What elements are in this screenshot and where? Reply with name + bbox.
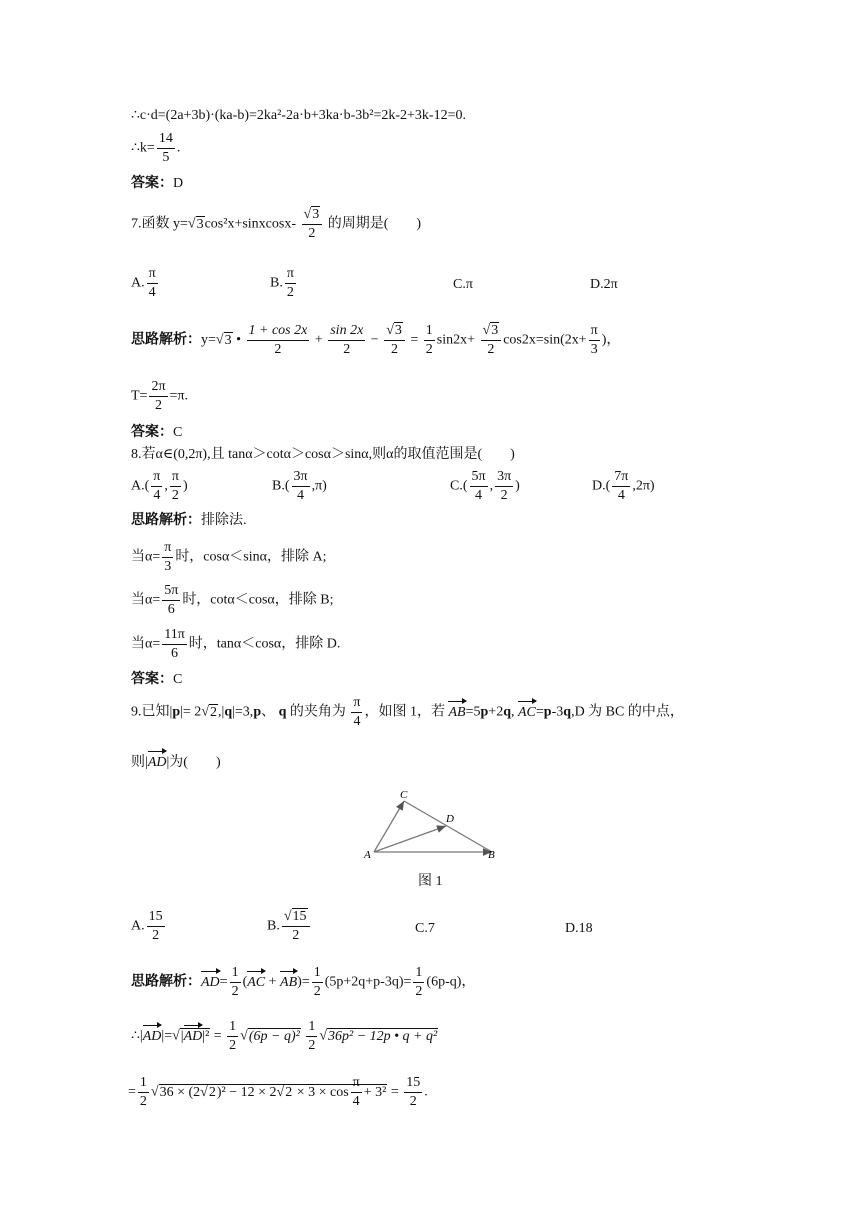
option-9a: A. $\frac{15}{2}$ xyxy=(131,909,163,943)
question-7: 7.函数 y=√3cos²x+sinxcosx- $\frac{√3}{2}$ 的周期是( ) xyxy=(131,207,422,241)
question-9: 9.已知|p|= 2√2,|q|=3,p、 q 的夹角为 $\frac{\pi}{4}$ ，如图 1，若 AB=5p+2q, AC=p-3q,D 为 BC 的中点， xyxy=(131,695,684,729)
analysis-9-line2: ∴|AD|=√|AD|² = $\frac{1}{2}$ √(6p − q)² $\frac{1}{2}$ √36p² − 12p • q + q² xyxy=(131,1019,438,1053)
option-9c: C.7 xyxy=(415,921,435,936)
analysis-9: 思路解析：AD= $\frac{1}{2}$ (AC + AB)= $\frac{1}{2}$ (5p+2q+p-3q)= $\frac{1}{2}$ (6p-q)， xyxy=(131,965,476,999)
option-7d: D.2π xyxy=(590,277,618,292)
answer-8: 答案：C xyxy=(131,672,183,687)
solution-line-cd: ∴c·d=(2a+3b)·(ka-b)=2ka²-2a·b+3ka·b-3b²=2k-2+3k-12=0. xyxy=(131,108,466,123)
answer-7: 答案：C xyxy=(131,425,183,440)
solution-line-k: ∴k= $\frac{14}{5}$ . xyxy=(131,131,181,165)
analysis-7: 思路解析：y=√3 • $\frac{1 + \cos 2x}{2}$ + $\frac{\sin 2x}{2}$ − $\frac{√3}{2}$ = $\frac{1}{2}$ sin2x+ $\frac{√3}{2}$ cos2x=sin(2x+ $\frac{\pi}{3}$ )， xyxy=(131,323,621,357)
figure-caption: 图 1 xyxy=(418,874,443,889)
edge-ac xyxy=(374,801,404,852)
label-c: C xyxy=(400,789,408,801)
question-9-line2: 则|AD|为( ) xyxy=(131,750,221,772)
option-7a: A. $\frac{\pi}{4}$ xyxy=(131,266,156,300)
option-7c: C.π xyxy=(453,277,473,292)
label-d: D xyxy=(446,813,454,825)
edge-ad xyxy=(374,826,446,852)
option-9b: B. $\frac{√15}{2}$ xyxy=(267,908,312,945)
option-8c: C.( $\frac{5\pi}{4}$ , $\frac{3\pi}{2}$ ) xyxy=(450,469,520,503)
option-7b: B. $\frac{\pi}{2}$ xyxy=(270,266,294,300)
fraction: $\frac{14}{5}$ xyxy=(158,131,173,165)
option-9d: D.18 xyxy=(565,921,593,936)
option-8d: D.( $\frac{7\pi}{4}$ ,2π) xyxy=(592,469,655,503)
question-8: 8.若α∈(0,2π),且 tanα＞cotα＞cosα＞sinα,则α的取值范围是( ) xyxy=(131,447,515,462)
triangle-figure xyxy=(360,784,500,864)
label-a: A xyxy=(364,849,371,861)
edge-cb xyxy=(404,801,492,852)
period-line: T= $\frac{2\pi}{2}$ =π. xyxy=(131,379,188,413)
case-2: 当α= $\frac{5\pi}{6}$ 时，cotα＜cosα，排除 B; xyxy=(131,583,334,617)
answer-6: 答案：D xyxy=(131,176,184,191)
analysis-8: 思路解析：排除法. xyxy=(131,513,247,528)
case-1: 当α= $\frac{\pi}{3}$ 时，cosα＜sinα，排除 A; xyxy=(131,540,327,574)
label-b: B xyxy=(488,849,495,861)
option-8a: A.( $\frac{\pi}{4}$ , $\frac{\pi}{2}$ ) xyxy=(131,469,188,503)
option-8b: B.( $\frac{3\pi}{4}$ ,π) xyxy=(272,469,327,503)
analysis-9-line3: = $\frac{1}{2}$ √36 × (2√2)² − 12 × 2√2 × 3 × cos $\frac{\pi}{4}$ + 3² = $\frac{15}{2}$ . xyxy=(128,1075,428,1109)
case-3: 当α= $\frac{11\pi}{6}$ 时，tanα＜cosα，排除 D. xyxy=(131,627,341,661)
